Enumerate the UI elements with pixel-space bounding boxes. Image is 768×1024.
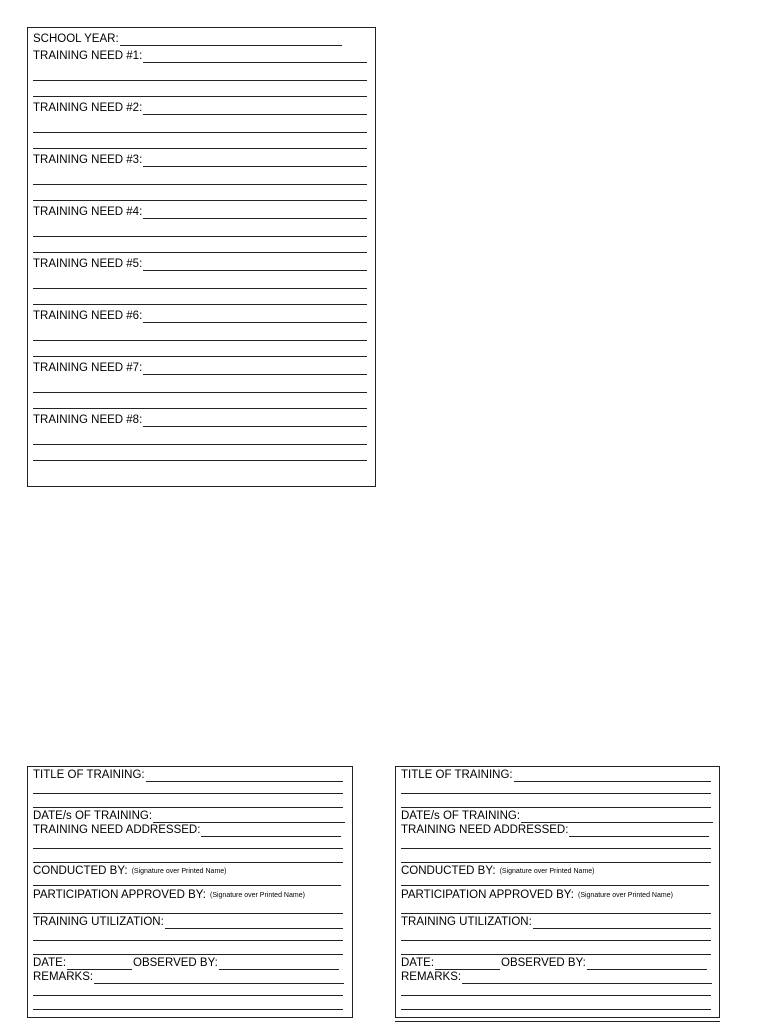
title-of-training-label: TITLE OF TRAINING: xyxy=(401,769,513,781)
conducted-by-field xyxy=(401,865,711,878)
remarks-blank[interactable] xyxy=(462,973,712,984)
need-addressed-field[interactable] xyxy=(33,824,341,837)
utilization-extra-line[interactable] xyxy=(33,940,343,941)
need-addressed-blank[interactable] xyxy=(201,826,341,837)
training-need-blank[interactable] xyxy=(143,208,367,219)
training-need-blank[interactable] xyxy=(143,104,367,115)
training-utilization-label: TRAINING UTILIZATION: xyxy=(401,916,532,928)
observed-by-label: OBSERVED BY: xyxy=(501,957,586,969)
training-needs-card xyxy=(27,27,376,487)
training-need-extra-line[interactable] xyxy=(33,184,367,185)
school-year-field[interactable] xyxy=(33,33,342,46)
title-of-training-field[interactable] xyxy=(401,769,711,782)
conducted-by-signature-line[interactable] xyxy=(401,885,709,886)
training-utilization-label: TRAINING UTILIZATION: xyxy=(33,916,164,928)
title-extra-line[interactable] xyxy=(33,807,343,808)
training-need-blank[interactable] xyxy=(143,260,367,271)
training-need-extra-line[interactable] xyxy=(33,80,367,81)
approved-by-label: PARTICIPATION APPROVED BY: xyxy=(401,889,574,901)
utilization-extra-line[interactable] xyxy=(401,954,711,955)
training-record-card-left xyxy=(27,766,353,1018)
training-need-blank[interactable] xyxy=(143,312,367,323)
training-need-blank[interactable] xyxy=(143,416,367,427)
observed-by-blank[interactable] xyxy=(587,959,707,970)
training-need-field[interactable] xyxy=(33,206,367,219)
date-label: DATE: xyxy=(33,957,67,969)
training-need-field[interactable] xyxy=(33,102,367,115)
remarks-extra-line[interactable] xyxy=(33,1009,343,1010)
dates-of-training-blank[interactable] xyxy=(521,812,713,823)
school-year-blank[interactable] xyxy=(120,35,342,46)
need-extra-line[interactable] xyxy=(401,848,711,849)
remarks-field[interactable] xyxy=(33,971,344,984)
training-utilization-field[interactable] xyxy=(401,916,711,929)
training-need-field[interactable] xyxy=(33,362,367,375)
training-need-blank[interactable] xyxy=(143,156,367,167)
cut-line xyxy=(395,1021,720,1022)
training-need-label: TRAINING NEED #8: xyxy=(33,414,143,426)
training-need-extra-line[interactable] xyxy=(33,444,367,445)
training-need-extra-line[interactable] xyxy=(33,408,367,409)
need-extra-line[interactable] xyxy=(33,862,343,863)
dates-of-training-field[interactable] xyxy=(33,810,345,823)
title-of-training-label: TITLE OF TRAINING: xyxy=(33,769,145,781)
title-extra-line[interactable] xyxy=(33,793,343,794)
conducted-by-note: (Signature over Printed Name) xyxy=(131,868,227,875)
observed-by-blank[interactable] xyxy=(219,959,339,970)
title-extra-line[interactable] xyxy=(401,807,711,808)
training-need-extra-line[interactable] xyxy=(33,288,367,289)
training-need-extra-line[interactable] xyxy=(33,304,367,305)
remarks-label: REMARKS: xyxy=(33,971,94,983)
school-year-label: SCHOOL YEAR: xyxy=(33,33,119,45)
conducted-by-field xyxy=(33,865,343,878)
training-need-extra-line[interactable] xyxy=(33,340,367,341)
date-label: DATE: xyxy=(401,957,435,969)
training-need-field[interactable] xyxy=(33,50,367,63)
training-need-label: TRAINING NEED #1: xyxy=(33,50,143,62)
training-need-label: TRAINING NEED #2: xyxy=(33,102,143,114)
dates-of-training-label: DATE/s OF TRAINING: xyxy=(401,810,521,822)
training-need-blank[interactable] xyxy=(143,364,367,375)
need-addressed-label: TRAINING NEED ADDRESSED: xyxy=(33,824,201,836)
remarks-extra-line[interactable] xyxy=(401,995,711,996)
training-need-label: TRAINING NEED #5: xyxy=(33,258,143,270)
remarks-extra-line[interactable] xyxy=(401,1009,711,1010)
date-blank[interactable] xyxy=(435,959,500,970)
title-of-training-blank[interactable] xyxy=(146,771,343,782)
training-need-field[interactable] xyxy=(33,258,367,271)
training-need-extra-line[interactable] xyxy=(33,392,367,393)
remarks-extra-line[interactable] xyxy=(33,995,343,996)
observed-by-label: OBSERVED BY: xyxy=(133,957,218,969)
training-need-extra-line[interactable] xyxy=(33,252,367,253)
remarks-label: REMARKS: xyxy=(401,971,462,983)
approved-by-label: PARTICIPATION APPROVED BY: xyxy=(33,889,206,901)
need-addressed-field[interactable] xyxy=(401,824,709,837)
training-need-field[interactable] xyxy=(33,154,367,167)
training-need-field[interactable] xyxy=(33,414,367,427)
training-need-field[interactable] xyxy=(33,310,367,323)
utilization-extra-line[interactable] xyxy=(401,940,711,941)
conducted-by-note: (Signature over Printed Name) xyxy=(499,868,595,875)
dates-of-training-field[interactable] xyxy=(401,810,713,823)
training-need-extra-line[interactable] xyxy=(33,236,367,237)
need-addressed-label: TRAINING NEED ADDRESSED: xyxy=(401,824,569,836)
training-record-card-right xyxy=(395,766,720,1018)
need-extra-line[interactable] xyxy=(401,862,711,863)
training-utilization-blank[interactable] xyxy=(165,918,343,929)
training-need-extra-line[interactable] xyxy=(33,132,367,133)
conducted-by-signature-line[interactable] xyxy=(33,885,341,886)
approved-by-field xyxy=(401,889,711,902)
training-need-extra-line[interactable] xyxy=(33,96,367,97)
training-need-extra-line[interactable] xyxy=(33,460,367,461)
date-observed-field[interactable] xyxy=(401,957,707,970)
need-extra-line[interactable] xyxy=(33,848,343,849)
training-need-label: TRAINING NEED #7: xyxy=(33,362,143,374)
approved-by-signature-line[interactable] xyxy=(401,913,711,914)
approved-by-note: (Signature over Printed Name) xyxy=(577,892,673,899)
training-utilization-blank[interactable] xyxy=(533,918,711,929)
training-need-extra-line[interactable] xyxy=(33,148,367,149)
date-blank[interactable] xyxy=(67,959,132,970)
training-need-extra-line[interactable] xyxy=(33,200,367,201)
conducted-by-label: CONDUCTED BY: xyxy=(33,865,128,877)
training-need-extra-line[interactable] xyxy=(33,356,367,357)
approved-by-field xyxy=(33,889,343,902)
training-need-label: TRAINING NEED #4: xyxy=(33,206,143,218)
approved-by-signature-line[interactable] xyxy=(33,913,343,914)
approved-by-note: (Signature over Printed Name) xyxy=(209,892,305,899)
dates-of-training-blank[interactable] xyxy=(153,812,345,823)
title-extra-line[interactable] xyxy=(401,793,711,794)
dates-of-training-label: DATE/s OF TRAINING: xyxy=(33,810,153,822)
remarks-blank[interactable] xyxy=(94,973,344,984)
training-need-label: TRAINING NEED #6: xyxy=(33,310,143,322)
utilization-extra-line[interactable] xyxy=(33,954,343,955)
date-observed-field[interactable] xyxy=(33,957,339,970)
training-need-blank[interactable] xyxy=(143,52,367,63)
title-of-training-blank[interactable] xyxy=(514,771,711,782)
training-need-label: TRAINING NEED #3: xyxy=(33,154,143,166)
remarks-field[interactable] xyxy=(401,971,712,984)
training-utilization-field[interactable] xyxy=(33,916,343,929)
conducted-by-label: CONDUCTED BY: xyxy=(401,865,496,877)
need-addressed-blank[interactable] xyxy=(569,826,709,837)
title-of-training-field[interactable] xyxy=(33,769,343,782)
